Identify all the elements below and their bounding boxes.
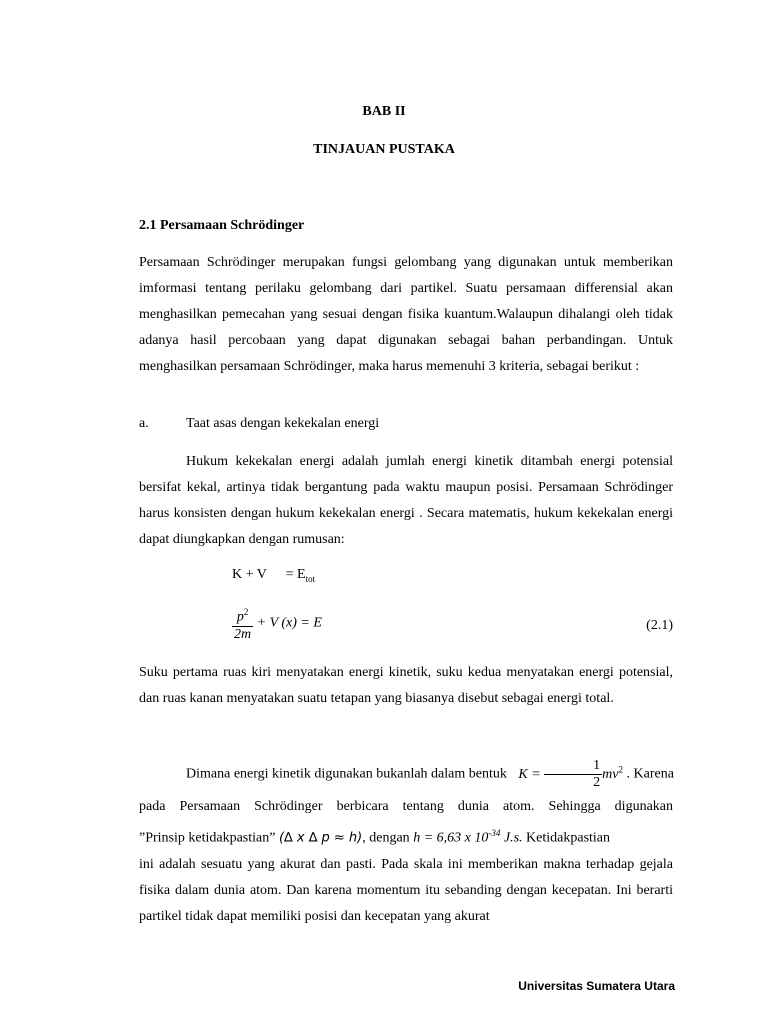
kinetic-formula-exponent: 2 [618,764,623,774]
paragraph-uncertainty [139,794,673,930]
uncertainty-line2-end: Ketidakpastian [526,830,611,846]
half-fraction [544,758,602,791]
paragraph-conservation-text: Hukum kekekalan energi adalah jumlah energi kinetik ditambah energi potensial bersifat kekal, artinya tidak bergantung pada waktu maupun posisi. Persamaan Schrödinger harus konsisten dengan hukum kekekalan energi . Secara matematis, hukum kekekalan energi dapat diungkapkan dengan rumusan: [139,454,673,547]
kinetic-form-text: Dimana energi kinetik digunakan bukanlah dalam bentuk [186,766,507,782]
fraction-numerator: p [236,609,244,625]
kinetic-formula-rhs: mv [602,766,619,782]
paragraph-terms [139,660,673,712]
equation-energy-sum [232,567,315,584]
planck-unit: J.s. [503,830,523,846]
paragraph-terms-text: Suku pertama ruas kiri menyatakan energi kinetik, suku kedua menyatakan energi potensial, dan ruas kanan menyatakan suatu tetapan yang biasanya disebut sebagai energi total. [139,665,673,706]
paragraph-conservation [139,449,673,553]
uncertainty-with: , dengan [362,830,410,846]
planck-value: h = 6,63 x 10 [413,830,489,846]
kinetic-formula [518,757,626,790]
footer-university: Universitas Sumatera Utara [518,979,675,993]
equation-number: (2.1) [646,618,673,633]
equation-2-1 [232,604,322,643]
planck-exponent: -34 [488,828,501,838]
uncertainty-principle-label: ”Prinsip ketidakpastian” [139,830,276,846]
fraction-denominator: 2m [234,626,252,642]
list-marker: a. [139,416,149,431]
section-heading: 2.1 Persamaan Schrödinger [139,218,305,233]
list-item-text: Taat asas dengan kekekalan energi [186,416,380,431]
chapter-number: BAB II [362,104,406,119]
equation-energy-sum-subscript: tot [305,573,316,584]
fraction-numerator-exponent: 2 [243,607,249,617]
equation-energy-sum-right: = E [285,567,306,582]
paragraph-intro [139,250,673,380]
chapter-title: TINJAUAN PUSTAKA [313,142,455,157]
uncertainty-formula: (∆ x ∆ p ≈ h) [278,830,363,846]
kinetic-energy-fraction [232,604,253,643]
paragraph-intro-text: Persamaan Schrödinger merupakan fungsi gelombang yang digunakan untuk memberikan imformasi tentang perilaku gelombang dari partikel. Suatu persamaan differensial akan menghasilkan pemecahan yang sesuai dengan fisika kuantum.Walaupun dihalangi oleh tidak adanya hasil percobaan yang dapat digunakan sebagai bahan perbandingan. Untuk menghasilkan persamaan Schrödinger, maka harus memenuhi 3 kriteria, sebagai berikut : [139,255,673,374]
equation-energy-sum-left: K + V [232,567,267,582]
half-denominator: 2 [593,774,601,790]
uncertainty-line1: pada Persamaan Schrödinger berbicara tentang dunia atom. Sehingga digunakan [139,799,673,814]
kinetic-formula-lhs: K = [518,766,541,782]
kinetic-form-after: . Karena [626,766,674,782]
half-numerator: 1 [544,758,602,775]
uncertainty-rest: ini adalah sesuatu yang akurat dan pasti. Pada skala ini memberikan makna terhadap gejala fisika dalam dunia atom. Dan karena momentum itu sebanding dengan kecepatan. Ini berarti partikel tidak dapat memiliki posisi dan kecepatan yang akurat [139,856,673,924]
paragraph-kinetic-form [139,756,673,791]
equation-2-1-rest: + V (x) = E [256,615,322,631]
